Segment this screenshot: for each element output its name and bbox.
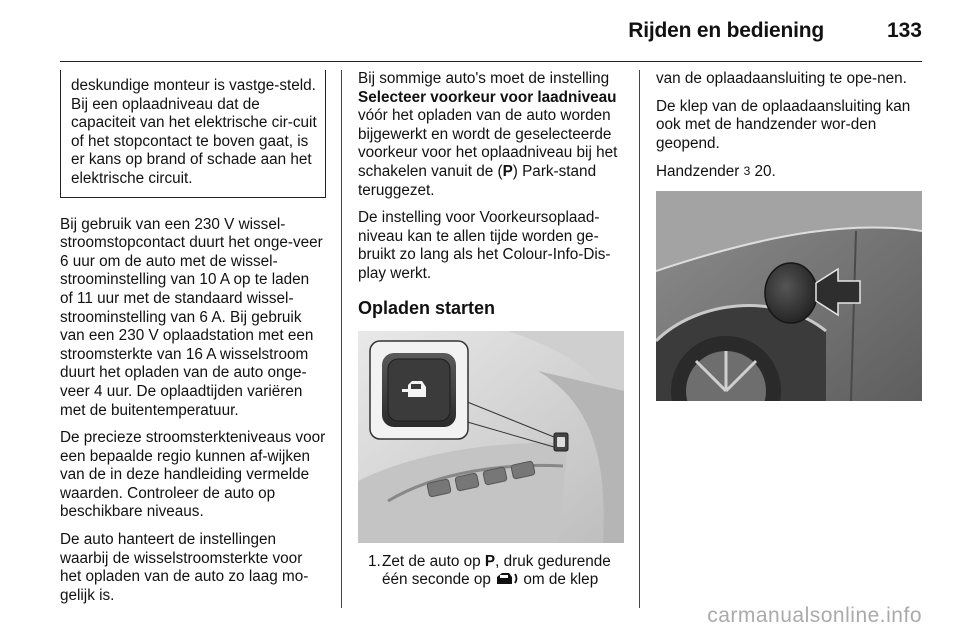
open-flap-continuation: van de oplaadaansluiting te ope-nen. [656,70,907,87]
preference-usage-paragraph: De instelling voor Voorkeursoplaad-niveau kan te allen tijde worden ge-bruikt zo lang als het Colour-Info-Dis-play werkt. [358,209,611,282]
column-1 [60,70,326,614]
watermark: carmanualsonline.info [707,604,922,627]
settings-paragraph: De auto hanteert de instellingen waarbij de wisselstroomsterkte voor het opladen van de auto zo laag mo-gelijk is. [60,531,309,604]
charging-time-paragraph: Bij gebruik van een 230 V wissel-stroomstopcontact duurt het onge-veer 6 uur om de auto met de wissel-stroominstelling van 10 A op te laden of 11 uur met de standaard wissel-stroominstelling van 6 A. Bij gebruik van een 230 V oplaadstation met een stroomsterkte van 16 A wisselstroom duurt het opladen van de auto onge-veer 4 uur. De oplaadtijden variëren met de buitentemperatuur. [60,215,323,419]
page-header [0,0,960,60]
step-number: 1. [368,552,381,570]
park-gear-symbol: P [484,552,496,570]
park-gear-symbol: P [502,162,513,180]
list-item: 1. Zet de auto op P, druk gedurende één seconde op om de klep [368,552,611,589]
warning-box [60,70,326,198]
column-3 [656,70,922,410]
page-reference-arrow-icon: 3 [743,164,751,179]
warning-text: deskundige monteur is vastge-steld. Bij een oplaadniveau dat de capaciteit van het elektrische cir-cuit of het stopcontact te boven gaat, is er kans op brand of schade aan het elektrische circuit. [71,77,317,187]
column-divider-2 [639,70,640,608]
menu-option-name: Selecteer voorkeur voor laadniveau [358,88,617,106]
current-levels-paragraph: De precieze stroomsterkteniveaus voor een bepaalde regio kunnen af-wijken van de in deze handleiding vermelde waarden. Controleer de auto op beschikbare niveaus. [60,429,326,521]
page-number: 133 [886,19,922,42]
door-switch-illustration [358,331,624,543]
column-2 [358,70,624,590]
remote-reference: Handzender 3 20. [656,163,776,181]
section-heading: Opladen starten [358,297,496,318]
chapter-title: Rijden en bediening [628,19,824,42]
car-side-drawing [656,191,922,401]
preference-paragraph: Bij sommige auto's moet de instelling Selecteer voorkeur voor laadniveau vóór het opladen van de auto worden bijgewerkt en wordt de geselecteerde voorkeur voor het oplaadniveau bij het schakelen vanuit de (P) Park-stand teruggezet. [358,70,618,199]
remote-open-paragraph: De klep van de oplaadaansluiting kan ook met de handzender wor-den geopend. [656,97,911,152]
charge-port-illustration [656,191,922,401]
column-divider-1 [341,70,342,608]
steps-list [358,553,624,590]
charge-port-button-icon [495,572,519,585]
door-panel-drawing [358,331,624,543]
header-divider [60,61,922,62]
